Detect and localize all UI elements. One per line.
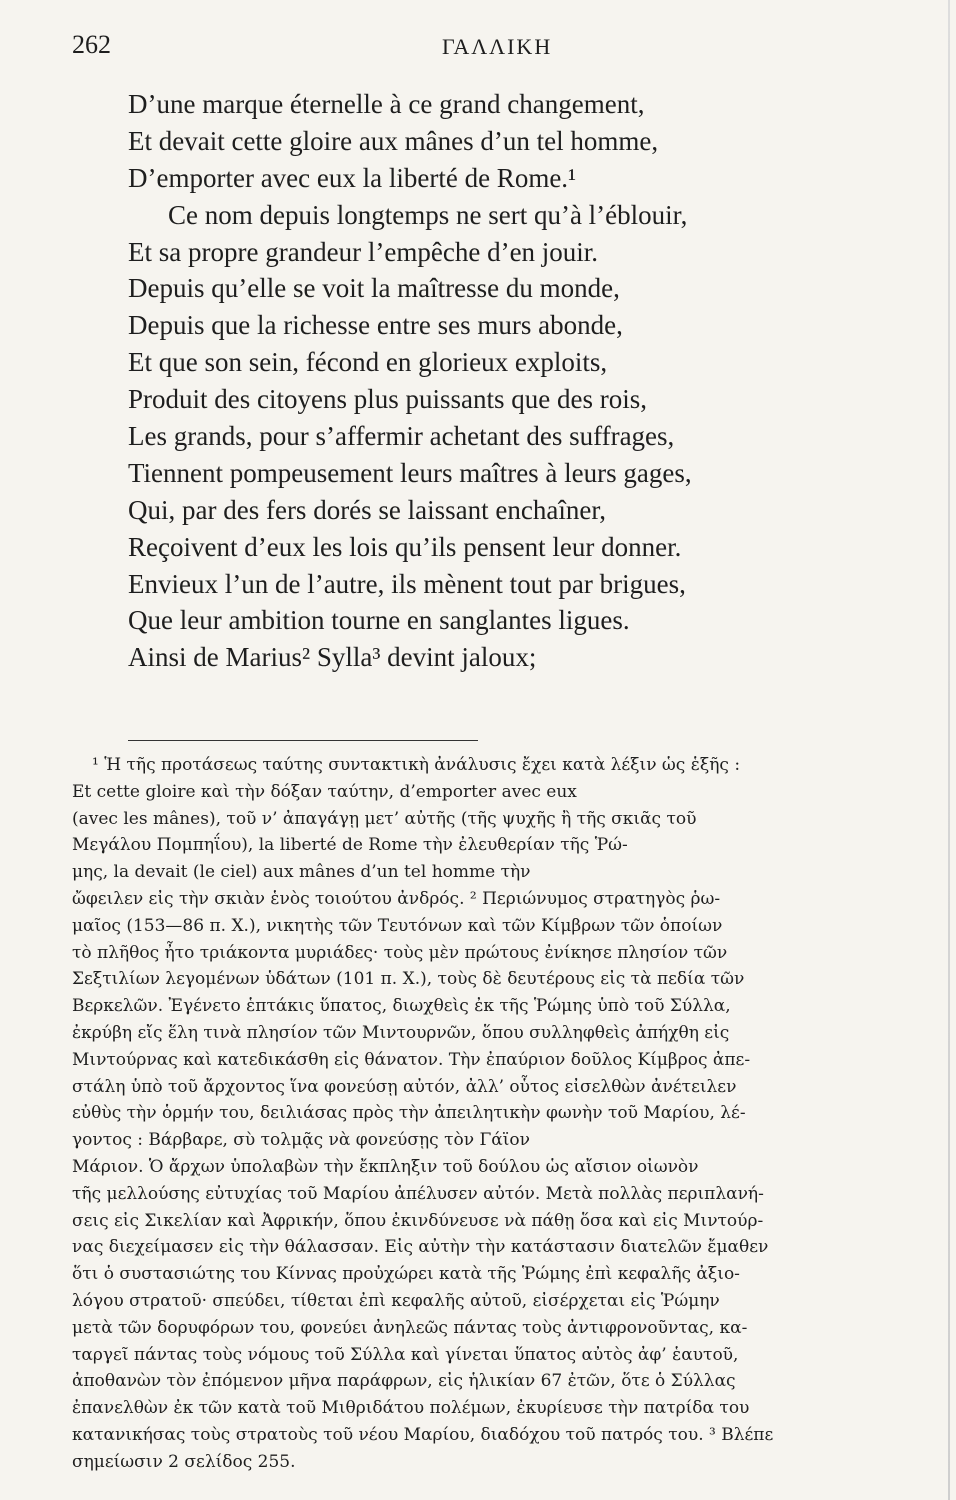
footnote-line: Μάριον. Ὁ ἄρχων ὑπολαβὼν τὴν ἔκπληξιν τοῦ δούλου ὡς αἴσιον οἰωνὸν [72,1156,699,1177]
verse-line: Reçoivent d’eux les lois qu’ils pensent leur donner. [128,531,682,562]
footnote-line: σεις εἰς Σικελίαν καὶ Ἀφρικήν, ὅπου ἐκινδύνευσε νὰ πάθῃ ὅσα καὶ εἰς Μιντούρ- [72,1210,764,1231]
footnote-line: μαῖος (153—86 π. Χ.), νικητὴς τῶν Τευτόνων καὶ τῶν Κίμβρων τῶν ὁποίων [72,915,723,936]
footnote-line: ἐκρύβη εἴς ἕλη τινὰ πλησίον τῶν Μιντουρνῶν, ὅπου συλληφθεὶς ἀπήχθη εἰς [72,1022,730,1043]
verse-line: Depuis que la richesse entre ses murs abonde, [128,310,623,341]
footnote-line: μης, la devait (le ciel) aux mânes d’un tel homme τὴν [72,862,531,883]
footnote-line: νας διεχείμασεν εἰς τὴν θάλασσαν. Εἰς αὐτὴν τὴν κατάστασιν διατελῶν ἔμαθεν [72,1237,769,1258]
verse-line: Depuis qu’elle se voit la maîtresse du monde, [128,273,620,304]
footnote-line: μετὰ τῶν δορυφόρων του, φονεύει ἀνηλεῶς πάντας τοὺς ἀντιφρονοῦντας, κα- [72,1317,748,1338]
footnote-line: λόγου στρατοῦ· σπεύδει, τίθεται ἐπὶ κεφαλῆς αὐτοῦ, εἰσέρχεται εἰς Ῥώμην [72,1290,720,1311]
footnote-line: ὅτι ὁ συστασιώτης του Κίννας προὐχώρει κατὰ τῆς Ῥώμης ἐπὶ κεφαλῆς ἀξιο- [72,1264,740,1285]
verse-line: Qui, par des fers dorés se laissant enchaîner, [128,494,606,525]
footnote-line: τὸ πλῆθος ἦτο τριάκοντα μυριάδες· τοὺς μὲν πρώτους ἐνίκησε πλησίον τῶν [72,942,728,963]
verse-line: D’emporter avec eux la liberté de Rome.¹ [128,162,577,193]
footnote-line: Σεξτιλίων λεγομένων ὑδάτων (101 π. Χ.), τοὺς δὲ δευτέρους εἰς τὰ πεδία τῶν [72,969,745,990]
verse-line: Et sa propre grandeur l’empêche d’en jouir. [128,236,599,267]
footnote-line: ὤφειλεν εἰς τὴν σκιὰν ἑνὸς τοιούτου ἀνδρός. ² Περιώνυμος στρατηγὸς ῥω- [72,888,721,909]
footnote-line: Et cette gloire καὶ τὴν δόξαν ταύτην, d’emporter avec eux [72,781,577,802]
footnote-line: στάλη ὑπὸ τοῦ ἄρχοντος ἵνα φονεύσῃ αὐτόν, ἀλλ’ οὗτος εἰσελθὼν ἀνέτειλεν [72,1076,737,1097]
footnote-line: κατανικήσας τοὺς στρατοὺς τοῦ νέου Μαρίου, διαδόχου τοῦ πατρός του. ³ Βλέπε [72,1424,774,1445]
page-header [72,30,896,70]
footnote-line: ¹ Ἡ τῆς προτάσεως ταύτης συντακτικὴ ἀνάλυσις ἔχει κατὰ λέξιν ὡς ἑξῆς : [92,755,741,775]
footnote-line: Βερκελῶν. Ἐγένετο ἑπτάκις ὕπατος, διωχθεὶς ἐκ τῆς Ῥώμης ὑπὸ τοῦ Σύλλα, [72,996,731,1017]
page-number: 262 [72,30,111,59]
footnotes-block [72,752,892,1476]
footnote-line: ἀποθανὼν τὸν ἐπόμενον μῆνα παράφρων, εἰς ἡλικίαν 67 ἐτῶν, ὅτε ὁ Σύλλας [72,1371,736,1392]
footnote-line: Μιντούρνας καὶ κατεδικάσθη εἰς θάνατον. Τὴν ἐπαύριον δοῦλος Κίμβρος ἀπε- [72,1049,751,1070]
scan-edge [948,0,950,1500]
verse-line: Ainsi de Marius² Sylla³ devint jaloux; [128,642,537,673]
verse-line: D’une marque éternelle à ce grand changement, [128,89,645,119]
verse-line: Les grands, pour s’affermir achetant des suffrages, [128,421,675,452]
verse-line: Produit des citoyens plus puissants que des rois, [128,384,647,415]
verse-block [128,86,888,676]
verse-line: Que leur ambition tourne en sanglantes ligues. [128,605,630,636]
footnote-line: σημείωσιν 2 σελίδος 255. [72,1451,296,1472]
footnote-line: τῆς μελλούσης εὐτυχίας τοῦ Μαρίου ἀπέλυσεν αὐτόν. Μετὰ πολλὰς περιπλανή- [72,1183,764,1204]
verse-line: Ce nom depuis longtemps ne sert qu’à l’éblouir, [168,199,688,230]
footnote-line: Μεγάλου Πομπηΐου), la liberté de Rome τὴν ἐλευθερίαν τῆς Ῥώ- [72,835,628,856]
verse-line: Envieux l’un de l’autre, ils mènent tout par brigues, [128,568,686,599]
footnote-line: ταργεῖ πάντας τοὺς νόμους τοῦ Σύλλα καὶ γίνεται ὕπατος αὐτὸς ἀφ’ ἑαυτοῦ, [72,1344,739,1365]
verse-line: Et devait cette gloire aux mânes d’un tel homme, [128,125,659,156]
footnote-line: εὐθὺς τὴν ὁρμήν του, δειλιάσας πρὸς τὴν ἀπειλητικὴν φωνὴν τοῦ Μαρίου, λέ- [72,1103,746,1124]
verse-line: Tiennent pompeusement leurs maîtres à leurs gages, [128,457,692,488]
footnote-divider [128,740,478,741]
verse-line: Et que son sein, fécond en glorieux exploits, [128,347,608,378]
footnote-line: γοντος : Βάρβαρε, σὺ τολμᾷς νὰ φονεύσῃς τὸν Γάϊον [72,1130,530,1151]
running-title: ΓΑΛΛΙΚΗ [442,34,553,59]
footnote-line: (avec les mânes), τοῦ ν’ ἀπαγάγῃ μετ’ αὐτῆς (τῆς ψυχῆς ἢ τῆς σκιᾶς τοῦ [72,808,697,829]
footnote-line: ἐπανελθὼν ἐκ τῶν κατὰ τοῦ Μιθριδάτου πολέμων, ἐκυρίευσε τὴν πατρίδα του [72,1398,750,1419]
